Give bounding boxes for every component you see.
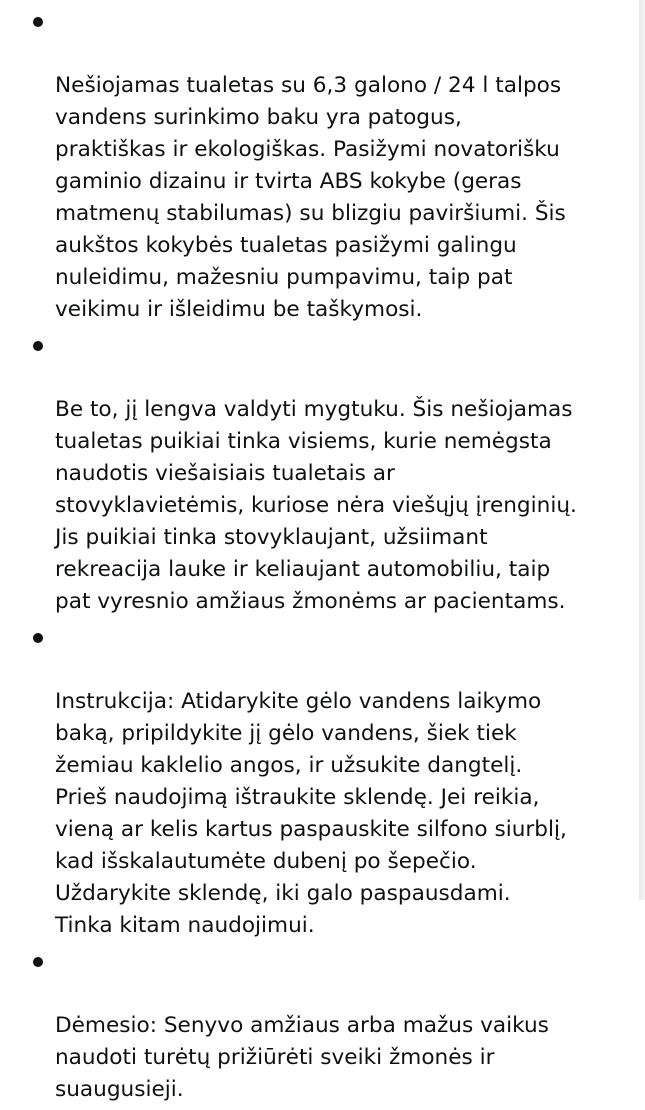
bullet-dot-icon xyxy=(33,17,43,27)
feature-bullet-item xyxy=(0,330,636,618)
page-edge-shadow xyxy=(639,0,645,900)
bullet-text: Dėmesio: Senyvo amžiaus arba mažus vaikus naudoti turėtų prižiūrėti sveiki žmonės ir suaugusieji. xyxy=(55,1013,549,1102)
bullet-dot-icon xyxy=(33,633,43,643)
feature-bullet-item xyxy=(0,946,636,1106)
feature-bullet-item xyxy=(0,622,636,942)
bullet-dot-icon xyxy=(33,957,43,967)
bullet-text: Nešiojamas tualetas su 6,3 galono / 24 l talpos vandens surinkimo baku yra patogus, praktiškas ir ekologiškas. Pasižymi novatorišku gaminio dizainu ir tvirta ABS kokybe (geras matmenų stabilumas) su blizgiu paviršiumi. Šis aukštos kokybės tualetas pasižymi galingu nuleidimu, mažesniu pumpavimu, taip pat veikimu ir išleidimu be taškymosi. xyxy=(55,73,566,322)
feature-bullet-list xyxy=(0,6,636,1110)
bullet-text: Instrukcija: Atidarykite gėlo vandens laikymo baką, pripildykite jį gėlo vandens, šiek tiek žemiau kaklelio angos, ir užsukite dangtelį. Prieš naudojimą ištraukite sklendę. Jei reikia, vieną ar kelis kartus paspauskite silfono siurblį, kad išskalautumėte dubenį po šepečio. Uždarykite sklendę, iki galo paspausdami. Tinka kitam naudojimui. xyxy=(55,689,567,938)
feature-bullet-item xyxy=(0,6,636,326)
bullet-dot-icon xyxy=(33,341,43,351)
bullet-text: Be to, jį lengva valdyti mygtuku. Šis nešiojamas tualetas puikiai tinka visiems, kurie nemėgsta naudotis viešaisiais tualetais ar stovyklavietėmis, kuriose nėra viešųjų įrenginių. Jis puikiai tinka stovyklaujant, užsiimant rekreacija lauke ir keliaujant automobiliu, taip pat vyresnio amžiaus žmonėms ar pacientams. xyxy=(55,397,577,614)
